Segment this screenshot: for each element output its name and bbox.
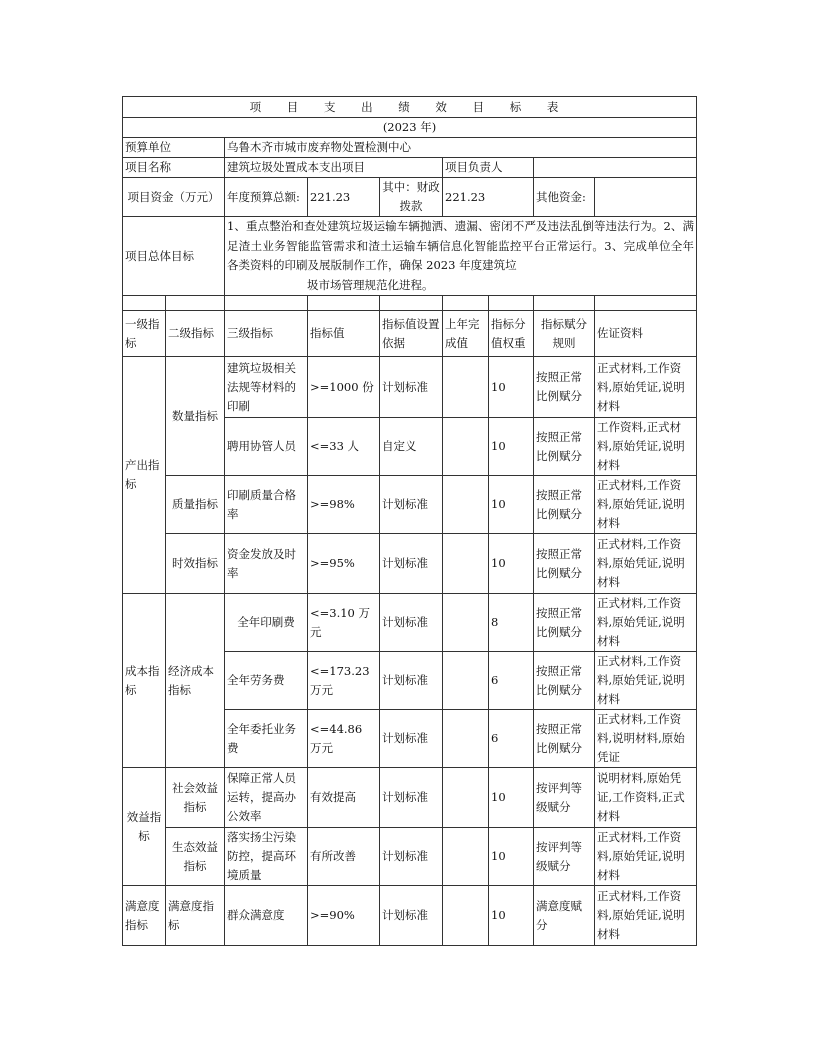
project-name-label: 项目名称	[123, 158, 225, 178]
evidence-cell: 正式材料,工作资料,原始凭证,说明材料	[595, 828, 697, 886]
weight-cell: 6	[489, 710, 534, 768]
annual-budget-label: 年度预算总额:	[225, 178, 308, 217]
group-output: 产出指标	[123, 357, 166, 594]
goal-text-main: 1、重点整治和查处建筑垃圾运输车辆抛洒、遗漏、密闭不严及违法乱倒等违法行为。2、满足渣土业务智能监管需求和渣土运输车辆信息化智能监控平台正常运行。3、完成单位全年各类资料的印刷及展版制作工作，确保 2023 年度建筑垃	[227, 219, 695, 272]
fiscal-label: 其中：财政拨款	[380, 178, 443, 217]
header-cell: 二级指标	[166, 311, 225, 357]
l3-cell: 全年印刷费	[225, 594, 308, 652]
subgroup-social: 社会效益指标	[166, 768, 225, 828]
l3-cell: 资金发放及时率	[225, 534, 308, 594]
value-cell: 有所改善	[308, 828, 380, 886]
blank-cell	[225, 296, 308, 311]
table-row	[123, 886, 697, 946]
prev-cell	[443, 534, 489, 594]
group-benefit: 效益指标	[123, 768, 166, 886]
weight-cell: 10	[489, 476, 534, 534]
prev-cell	[443, 710, 489, 768]
group-cost: 成本指标	[123, 594, 166, 768]
table-row	[123, 357, 697, 418]
prev-cell	[443, 768, 489, 828]
l3-cell: 群众满意度	[225, 886, 308, 946]
weight-cell: 10	[489, 886, 534, 946]
blank-cell	[595, 296, 697, 311]
subgroup-economic-cost: 经济成本指标	[166, 594, 225, 768]
weight-cell: 10	[489, 828, 534, 886]
basis-cell: 计划标准	[380, 476, 443, 534]
basis-cell: 计划标准	[380, 652, 443, 710]
rule-cell: 按照正常比例赋分	[534, 710, 595, 768]
project-lead-label: 项目负责人	[443, 158, 534, 178]
table-row	[123, 594, 697, 652]
subgroup-satisfaction: 满意度指标	[166, 886, 225, 946]
subgroup-timeliness: 时效指标	[166, 534, 225, 594]
rule-cell: 满意度赋分	[534, 886, 595, 946]
value-cell: >=90%	[308, 886, 380, 946]
l3-cell: 全年劳务费	[225, 652, 308, 710]
value-cell: <=44.86 万元	[308, 710, 380, 768]
basis-cell: 自定义	[380, 418, 443, 476]
other-funds-value	[595, 178, 697, 217]
blank-cell	[123, 296, 166, 311]
rule-cell: 按评判等级赋分	[534, 828, 595, 886]
evidence-cell: 正式材料,工作资料,原始凭证,说明材料	[595, 357, 697, 418]
header-cell: 上年完成值	[443, 311, 489, 357]
goal-text-end: 圾市场管理规范化进程。	[307, 277, 434, 292]
prev-cell	[443, 828, 489, 886]
rule-cell: 按照正常比例赋分	[534, 476, 595, 534]
prev-cell	[443, 594, 489, 652]
goal-text	[225, 217, 697, 296]
other-funds-label: 其他资金:	[534, 178, 595, 217]
l3-cell: 全年委托业务费	[225, 710, 308, 768]
performance-target-table	[122, 96, 697, 946]
weight-cell: 10	[489, 534, 534, 594]
header-cell: 指标值设置依据	[380, 311, 443, 357]
value-cell: >=98%	[308, 476, 380, 534]
header-cell: 三级指标	[225, 311, 308, 357]
budget-unit-value: 乌鲁木齐市城市废弃物处置检测中心	[225, 138, 697, 158]
value-cell: <=3.10 万元	[308, 594, 380, 652]
evidence-cell: 说明材料,原始凭证,工作资料,正式材料	[595, 768, 697, 828]
blank-cell	[308, 296, 380, 311]
prev-cell	[443, 418, 489, 476]
evidence-cell: 正式材料,工作资料,原始凭证,说明材料	[595, 476, 697, 534]
weight-cell: 8	[489, 594, 534, 652]
rule-cell: 按照正常比例赋分	[534, 418, 595, 476]
table-row	[123, 476, 697, 534]
rule-cell: 按照正常比例赋分	[534, 652, 595, 710]
annual-budget-value: 221.23	[308, 178, 380, 217]
value-cell: 有效提高	[308, 768, 380, 828]
prev-cell	[443, 357, 489, 418]
weight-cell: 10	[489, 357, 534, 418]
evidence-cell: 工作资料,正式材料,原始凭证,说明材料	[595, 418, 697, 476]
value-cell: >=1000 份	[308, 357, 380, 418]
basis-cell: 计划标准	[380, 594, 443, 652]
prev-cell	[443, 476, 489, 534]
basis-cell: 计划标准	[380, 357, 443, 418]
table-row	[123, 828, 697, 886]
l3-cell: 建筑垃圾相关法规等材料的印刷	[225, 357, 308, 418]
blank-cell	[443, 296, 489, 311]
subgroup-quantity: 数量指标	[166, 357, 225, 476]
prev-cell	[443, 886, 489, 946]
table-title: 项 目 支 出 绩 效 目 标 表	[123, 97, 697, 118]
table-row	[123, 768, 697, 828]
header-row	[123, 311, 697, 357]
basis-cell: 计划标准	[380, 828, 443, 886]
evidence-cell: 正式材料,工作资料,原始凭证,说明材料	[595, 652, 697, 710]
basis-cell: 计划标准	[380, 886, 443, 946]
table-year: (2023 年)	[123, 118, 697, 138]
rule-cell: 按评判等级赋分	[534, 768, 595, 828]
rule-cell: 按照正常比例赋分	[534, 534, 595, 594]
basis-cell: 计划标准	[380, 710, 443, 768]
value-cell: >=95%	[308, 534, 380, 594]
group-satisfaction: 满意度指标	[123, 886, 166, 946]
l3-cell: 落实扬尘污染防控，提高环境质量	[225, 828, 308, 886]
project-lead-value	[534, 158, 697, 178]
prev-cell	[443, 652, 489, 710]
weight-cell: 10	[489, 768, 534, 828]
fiscal-value: 221.23	[443, 178, 534, 217]
value-cell: <=173.23 万元	[308, 652, 380, 710]
l3-cell: 聘用协管人员	[225, 418, 308, 476]
header-cell: 佐证资料	[595, 311, 697, 357]
table-row	[123, 534, 697, 594]
evidence-cell: 正式材料,工作资料,原始凭证,说明材料	[595, 594, 697, 652]
header-cell: 指标值	[308, 311, 380, 357]
l3-cell: 保障正常人员运转，提高办公效率	[225, 768, 308, 828]
rule-cell: 按照正常比例赋分	[534, 357, 595, 418]
header-cell: 指标分值权重	[489, 311, 534, 357]
evidence-cell: 正式材料,工作资料,原始凭证,说明材料	[595, 534, 697, 594]
weight-cell: 6	[489, 652, 534, 710]
evidence-cell: 正式材料,工作资料,原始凭证,说明材料	[595, 886, 697, 946]
basis-cell: 计划标准	[380, 768, 443, 828]
subgroup-quality: 质量指标	[166, 476, 225, 534]
weight-cell: 10	[489, 418, 534, 476]
blank-cell	[166, 296, 225, 311]
subgroup-ecological: 生态效益指标	[166, 828, 225, 886]
blank-cell	[534, 296, 595, 311]
project-name-value: 建筑垃圾处置成本支出项目	[225, 158, 443, 178]
header-cell: 一级指标	[123, 311, 166, 357]
header-cell: 指标赋分规则	[534, 311, 595, 357]
blank-cell	[489, 296, 534, 311]
evidence-cell: 正式材料,工作资料,说明材料,原始凭证	[595, 710, 697, 768]
budget-unit-label: 预算单位	[123, 138, 225, 158]
rule-cell: 按照正常比例赋分	[534, 594, 595, 652]
goal-label: 项目总体目标	[123, 217, 225, 296]
value-cell: <=33 人	[308, 418, 380, 476]
l3-cell: 印刷质量合格率	[225, 476, 308, 534]
blank-cell	[380, 296, 443, 311]
funds-label: 项目资金（万元）	[123, 178, 225, 217]
basis-cell: 计划标准	[380, 534, 443, 594]
